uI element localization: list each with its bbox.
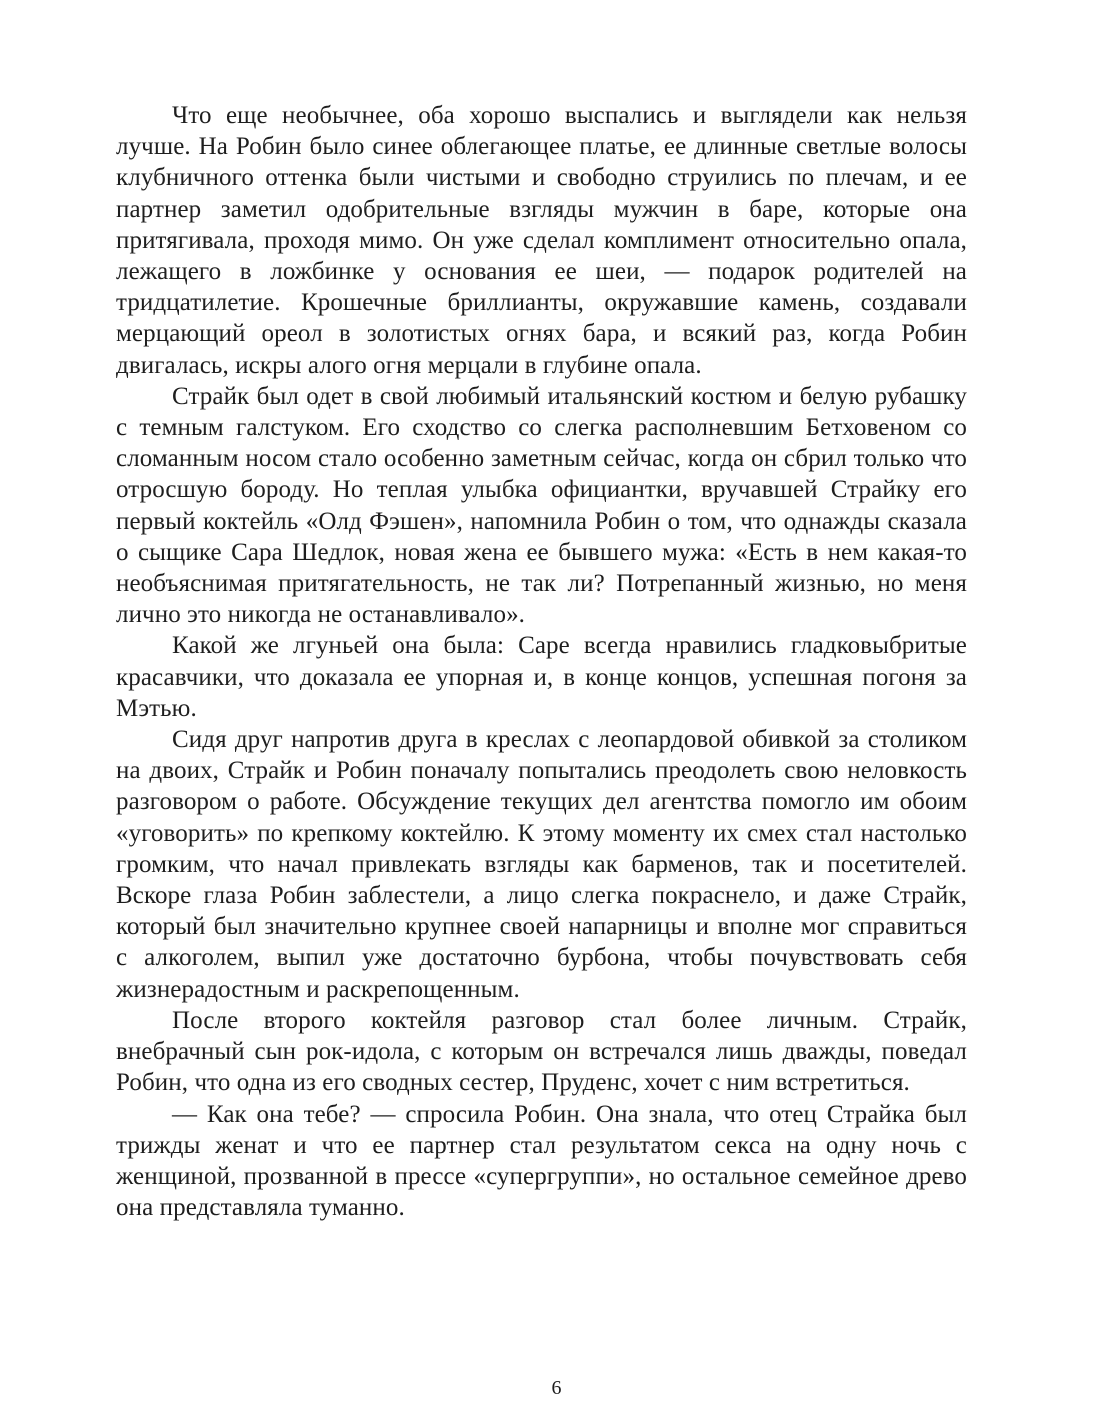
paragraph: Что еще необычнее, оба хорошо выспались и выглядели как нельзя лучше. На Робин было синее облегающее платье, ее длинные светлые волосы клубничного оттенка были чистыми и свободно струились по плечам, и ее партнер заметил одобрительные взгляды мужчин в баре, которые она притягивала, проходя мимо. Он уже сделал комплимент относительно опала, лежащего в ложбинке у основания ее шеи, — подарок родителей на тридцатилетие. Крошечные бриллианты, окружавшие камень, создавали мерцающий ореол в золотистых огнях бара, и всякий раз, когда Робин двигалась, искры алого огня мерцали в глубине опала. [116, 102, 967, 379]
paragraph: Страйк был одет в свой любимый итальянский костюм и белую рубашку с темным галстуком. Его сходство со слегка располневшим Бетховеном со сломанным носом стало особенно заметным сейчас, когда он сбрил только что отросшую бороду. Но теплая улыбка официантки, вручавшей Страйку его первый коктейль «Олд Фэшен», напомнила Робин о том, что однажды сказала о сыщике Сара Шедлок, новая жена ее бывшего мужа: «Есть в нем какая-то необъяснимая притягательность, не так ли? Потрепанный жизнью, но меня лично это никогда не останавливало». [116, 382, 967, 629]
paragraph: После второго коктейля разговор стал более личным. Страйк, внебрачный сын рок-идола, с которым он встречался лишь дважды, поведал Робин, что одна из его сводных сестер, Пруденс, хочет с ним встретиться. [116, 1006, 967, 1097]
text-body [116, 100, 967, 1223]
paragraph: Какой же лгуньей она была: Саре всегда нравились гладковыбритые красавчики, что доказала ее упорная и, в конце концов, успешная погоня за Мэтью. [116, 632, 967, 722]
paragraph: — Как она тебе? — спросила Робин. Она знала, что отец Страйка был трижды женат и что ее партнер стал результатом секса на одну ночь с женщиной, прозванной в прессе «супергруппи», но остальное семейное древо она представляла туманно. [116, 1100, 967, 1222]
paragraph: Сидя друг напротив друга в креслах с леопардовой обивкой за столиком на двоих, Страйк и Робин поначалу попытались преодолеть свою неловкость разговором о работе. Обсуждение текущих дел агентства помогло им обоим «уговорить» по крепкому коктейлю. К этому моменту их смех стал настолько громким, что начал привлекать взгляды как барменов, так и посетителей. Вскоре глаза Робин заблестели, а лицо слегка покраснело, и даже Страйк, который был значительно крупнее своей напарницы и вполне мог справиться с алкоголем, выпил уже достаточно бурбона, чтобы почувствовать себя жизнерадостным и раскрепощенным. [116, 726, 967, 1003]
page [116, 100, 967, 1400]
page-number: 6 [551, 1377, 562, 1399]
